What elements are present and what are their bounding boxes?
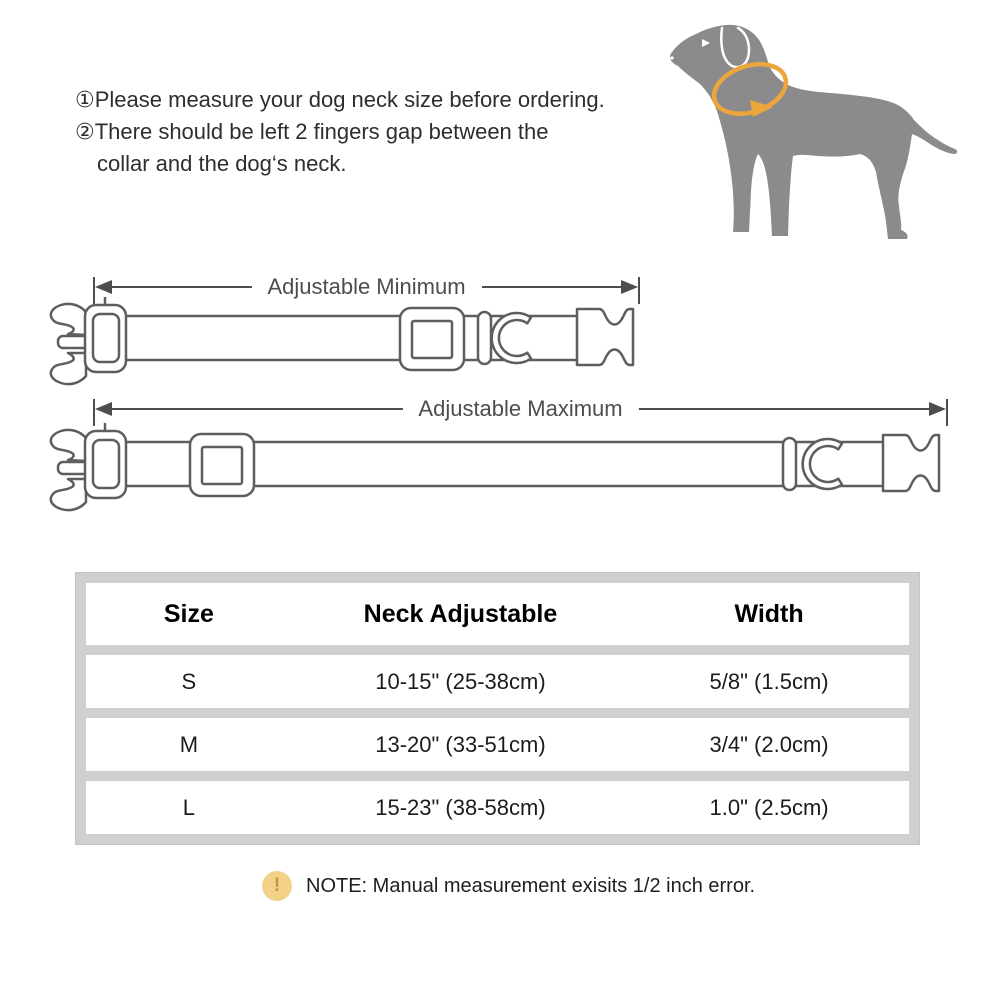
cell-width: 3/4" (2.0cm) [709,731,829,757]
adjustable-minimum-label: Adjustable Minimum [251,274,481,300]
cell-size: L [182,794,195,820]
note-text: NOTE: Manual measurement exisits 1/2 inch error. [306,874,756,897]
cell-size: S [181,668,197,694]
dog-nose-dot [670,56,673,59]
circled-2-icon: ② [75,120,95,145]
header-size: Size [163,599,214,628]
instruction-2-text-line2: collar and the dog‘s neck. [97,151,347,176]
table-row-s [86,655,909,708]
strap-keeper [478,312,491,364]
buckle-socket [883,435,939,491]
instruction-1-text: Please measure your dog neck size before ordering. [94,87,605,112]
collar-strap [124,316,582,360]
arrowhead-right-icon [929,402,946,416]
measurement-note [262,871,755,901]
cell-width: 5/8" (1.5cm) [709,668,829,694]
instruction-1 [75,84,605,116]
instruction-2 [75,116,605,148]
circled-1-icon: ① [75,88,95,113]
measuring-instructions [75,84,605,179]
buckle-male-clip [51,423,126,510]
arrowhead-left-icon [95,280,112,294]
size-table [75,572,920,845]
buckle-socket [577,309,633,365]
header-neck-adjustable: Neck Adjustable [363,599,558,628]
collar-maximum-diagram [28,422,958,518]
table-row-l [86,781,909,834]
collar-minimum-diagram [28,296,648,392]
header-width: Width [734,599,804,628]
adjustable-maximum-label: Adjustable Maximum [402,396,638,422]
table-row-m [86,718,909,771]
triglide-slider [400,308,464,370]
cell-neck: 15-23" (38-58cm) [375,794,546,820]
dog-silhouette [670,25,957,239]
buckle-male-clip [51,297,126,384]
triglide-slider [190,434,254,496]
arrowhead-right-icon [621,280,638,294]
arrowhead-left-icon [95,402,112,416]
cell-width: 1.0" (2.5cm) [709,794,829,820]
size-table-header-row [86,583,909,645]
cell-size: M [179,731,199,757]
dog-illustration [652,8,977,250]
cell-neck: 13-20" (33-51cm) [375,731,546,757]
exclamation-icon: ! [262,871,292,901]
cell-neck: 10-15" (25-38cm) [375,668,546,694]
strap-keeper [783,438,796,490]
instruction-2-text-line1: There should be left 2 fingers gap between the [94,119,549,144]
